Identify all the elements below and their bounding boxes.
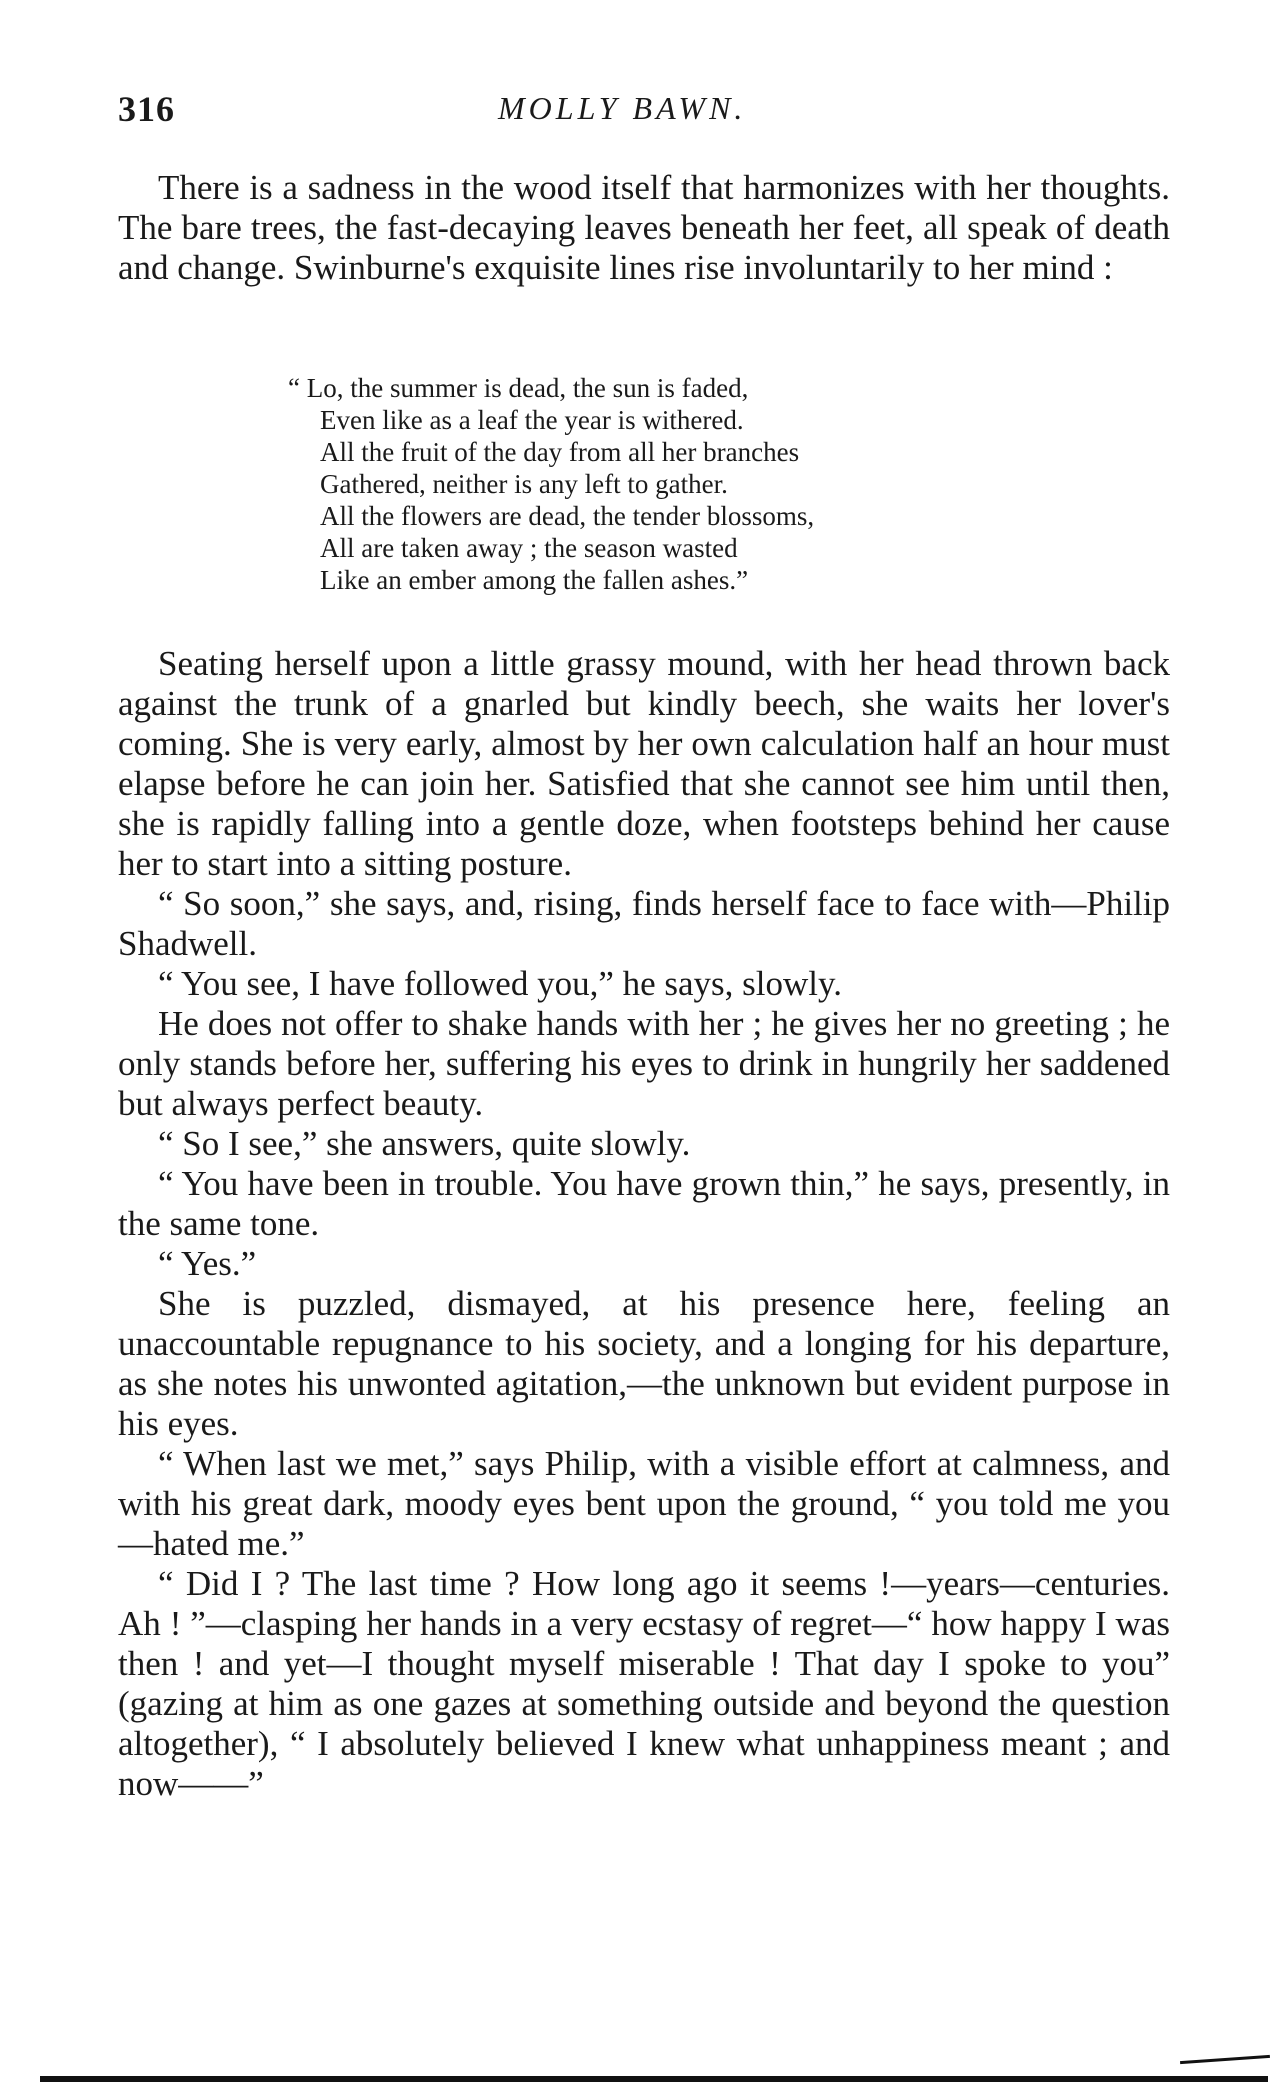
paragraph: She is puzzled, dismayed, at his presence here, feeling an unaccountable repugnance to his society, and a longing for his departure, as she notes his unwonted agitation,—the unknown but evident purpose in his eyes.: [118, 1284, 1170, 1443]
page-number: 316: [118, 89, 175, 129]
verse-line: All the flowers are dead, the tender blossoms,: [320, 501, 815, 531]
paragraph: Seating herself upon a little grassy mound, with her head thrown back against the trunk of a gnarled but kindly beech, she waits her lover's coming. She is very early, almost by her own calculation half an hour must elapse before he can join her. Satisfied that she cannot see him until then, she is rapidly falling into a gentle doze, when footsteps behind her cause her to start into a sitting posture.: [118, 644, 1170, 883]
paragraph: “ Yes.”: [158, 1244, 257, 1283]
bottom-rule: [40, 2076, 1268, 2082]
verse-line: All the fruit of the day from all her branches: [320, 437, 800, 467]
paragraph: “ So I see,” she answers, quite slowly.: [158, 1124, 691, 1163]
intro-block: [118, 168, 1170, 288]
paragraph: “ Did I ? The last time ? How long ago it seems !—years—centuries. Ah ! ”—clasping her hands in a very ecstasy of regret—“ how happy I was then ! and yet—I thought myself miserable ! That day I spoke to you” (gazing at him as one gazes at something outside and beyond the question altogether), “ I absolutely believed I knew what unhappiness meant ; and now——”: [118, 1564, 1170, 1803]
verse-quotation: [288, 372, 1048, 596]
narrative-block: [118, 644, 1170, 1804]
verse-line: Even like as a leaf the year is withered.: [320, 405, 744, 435]
verse-line: All are taken away ; the season wasted: [320, 533, 738, 563]
paragraph: “ So soon,” she says, and, rising, finds herself face to face with—Philip Shadwell.: [118, 884, 1170, 963]
intro-paragraph: There is a sadness in the wood itself that harmonizes with her thoughts. The bare trees, the fast-decaying leaves beneath her feet, all speak of death and change. Swinburne's exquisite lines rise involuntarily to her mind :: [118, 168, 1170, 287]
page-header: [118, 88, 1178, 136]
paragraph: “ You see, I have followed you,” he says, slowly.: [158, 964, 843, 1003]
paragraph: He does not offer to shake hands with her ; he gives her no greeting ; he only stands before her, suffering his eyes to drink in hungrily her saddened but always perfect beauty.: [118, 1004, 1170, 1123]
verse-line: Gathered, neither is any left to gather.: [320, 469, 728, 499]
running-title: MOLLY BAWN.: [498, 90, 747, 126]
scan-edge-mark: [1180, 2055, 1270, 2064]
paragraph: “ When last we met,” says Philip, with a visible effort at calmness, and with his great dark, moody eyes bent upon the ground, “ you told me you—hated me.”: [118, 1444, 1170, 1563]
verse-line: “ Lo, the summer is dead, the sun is faded,: [288, 373, 749, 403]
paragraph: “ You have been in trouble. You have grown thin,” he says, presently, in the same tone.: [118, 1164, 1170, 1243]
verse-line: Like an ember among the fallen ashes.”: [320, 565, 749, 595]
